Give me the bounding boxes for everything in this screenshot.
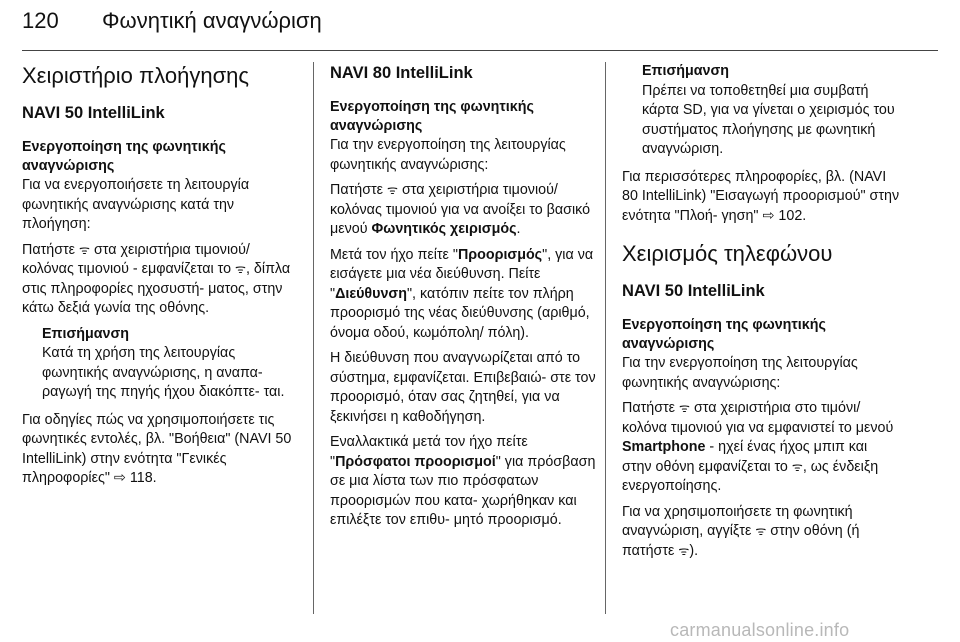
- sub-heading: Ενεργοποίηση της φωνητικής αναγνώρισης: [330, 99, 534, 134]
- note-title: Επισήμανση: [642, 63, 729, 79]
- page-header: [22, 0, 938, 51]
- watermark: carmanualsonline.info: [670, 620, 850, 640]
- column-divider: [313, 62, 314, 614]
- voice-recognition-icon: ᯤ: [235, 262, 246, 276]
- voice-recognition-icon: ᯤ: [387, 183, 398, 197]
- note-text: Κατά τη χρήση της λειτουργίας φωνητικής αναγνώρισης, η αναπα- ραγωγή της πηγής ήχου διακόπτε- ται.: [42, 345, 285, 400]
- paragraph: Για οδηγίες πώς να χρησιμοποιήσετε τις φωνητικές εντολές, βλ. "Βοήθεια" (NAVI 50 IntelliLink) στην ενότητα "Γενικές πληροφορίες" ⇨ 118.: [22, 411, 292, 486]
- sub-heading: Ενεργοποίηση της φωνητικής αναγνώρισης: [22, 139, 226, 174]
- paragraph: Για την ενεργοποίηση της λειτουργίας φωνητικής αναγνώρισης:: [330, 137, 566, 173]
- column-2: [330, 62, 608, 537]
- note-text: Πρέπει να τοποθετηθεί μια συμβατή κάρτα SD, για να γίνεται ο χειρισμός του συστήματος πλοήγησης με φωνητική αναγνώριση.: [642, 82, 895, 157]
- paragraph: Εναλλακτικά μετά τον ήχο πείτε "Πρόσφατοι προορισμοί" για πρόσβαση σε μια λίστα των πιο πρόσφατων προορισμών που κατα- χωρήθηκαν και επιλέξτε τον επιθυ- μητό προορισμό.: [330, 434, 596, 528]
- reference-arrow-icon: ⇨: [762, 207, 775, 224]
- paragraph: Για την ενεργοποίηση της λειτουργίας φωνητικής αναγνώρισης:: [622, 355, 858, 391]
- note: [22, 325, 300, 403]
- model-heading: NAVI 50 IntelliLink: [22, 104, 165, 122]
- page-number: 120: [22, 8, 59, 33]
- note-title: Επισήμανση: [42, 325, 129, 342]
- voice-recognition-icon: ᯤ: [755, 524, 767, 538]
- paragraph: Μετά τον ήχο πείτε "Προορισμός", για να εισάγετε μια νέα διεύθυνση. Πείτε "Διεύθυνση", κατόπιν πείτε τον πλήρη προορισμό της νέας διεύθυνσης (αριθμό, όνομα οδού, κωμόπολη/ πόλη).: [330, 246, 594, 341]
- paragraph: Για να χρησιμοποιήσετε τη φωνητική αναγνώριση, αγγίξτε ᯤ στην οθόνη (ή πατήστε ᯤ).: [622, 503, 860, 559]
- section-title: Χειρισμός τηλεφώνου: [622, 241, 833, 266]
- voice-recognition-icon: ᯤ: [791, 459, 803, 474]
- paragraph: Πατήστε ᯤ στα χειριστήρια τιμονιού/ κολόνας τιμονιού για να ανοίξει το βασικό μενού Φωνητικός χειρισμός.: [330, 182, 591, 237]
- model-heading: NAVI 80 IntelliLink: [330, 64, 473, 82]
- column-3: [622, 62, 900, 567]
- page-reference[interactable]: 118.: [129, 470, 157, 486]
- voice-recognition-icon: ᯤ: [679, 401, 690, 415]
- paragraph: Η διεύθυνση που αναγνωρίζεται από το σύστημα, εμφανίζεται. Επιβεβαιώ- στε τον προορισμό, όταν σας ζητηθεί, για να ξεκινήσει η καθοδήγηση.: [330, 350, 596, 425]
- model-heading: NAVI 50 IntelliLink: [622, 282, 765, 300]
- section-title: Χειριστήριο πλοήγησης: [22, 63, 249, 88]
- paragraph: Για περισσότερες πληροφορίες, βλ. (NAVI 80 IntelliLink) "Εισαγωγή προορισμού" στην ενότητα "Πλοή- γηση" ⇨ 102.: [622, 168, 900, 224]
- reference-arrow-icon: ⇨: [113, 470, 126, 486]
- sub-heading: Ενεργοποίηση της φωνητικής αναγνώρισης: [622, 317, 826, 352]
- column-1: [22, 62, 300, 495]
- running-title: Φωνητική αναγνώριση: [102, 8, 322, 33]
- paragraph: Για να ενεργοποιήσετε τη λειτουργία φωνητικής αναγνώρισης κατά την πλοήγηση:: [22, 177, 250, 232]
- paragraph: Πατήστε ᯤ στα χειριστήρια στο τιμόνι/ κολόνα τιμονιού για να εμφανιστεί το μενού Smartphone - ηχεί ένας ήχος μπιπ και στην οθόνη εμφανίζεται το ᯤ, ως ένδειξη ενεργοποίησης.: [622, 400, 894, 494]
- note: [622, 62, 900, 160]
- voice-recognition-icon: ᯤ: [678, 543, 690, 558]
- paragraph: Πατήστε ᯤ στα χειριστήρια τιμονιού/ κολόνας τιμονιού - εμφανίζεται το ᯤ, δίπλα στις πληροφορίες ηχοσυστή- ματος, στην κάτω δεξιά γωνία της οθόνης.: [22, 241, 291, 316]
- page-reference[interactable]: 102.: [778, 207, 807, 224]
- voice-recognition-icon: ᯤ: [79, 242, 90, 257]
